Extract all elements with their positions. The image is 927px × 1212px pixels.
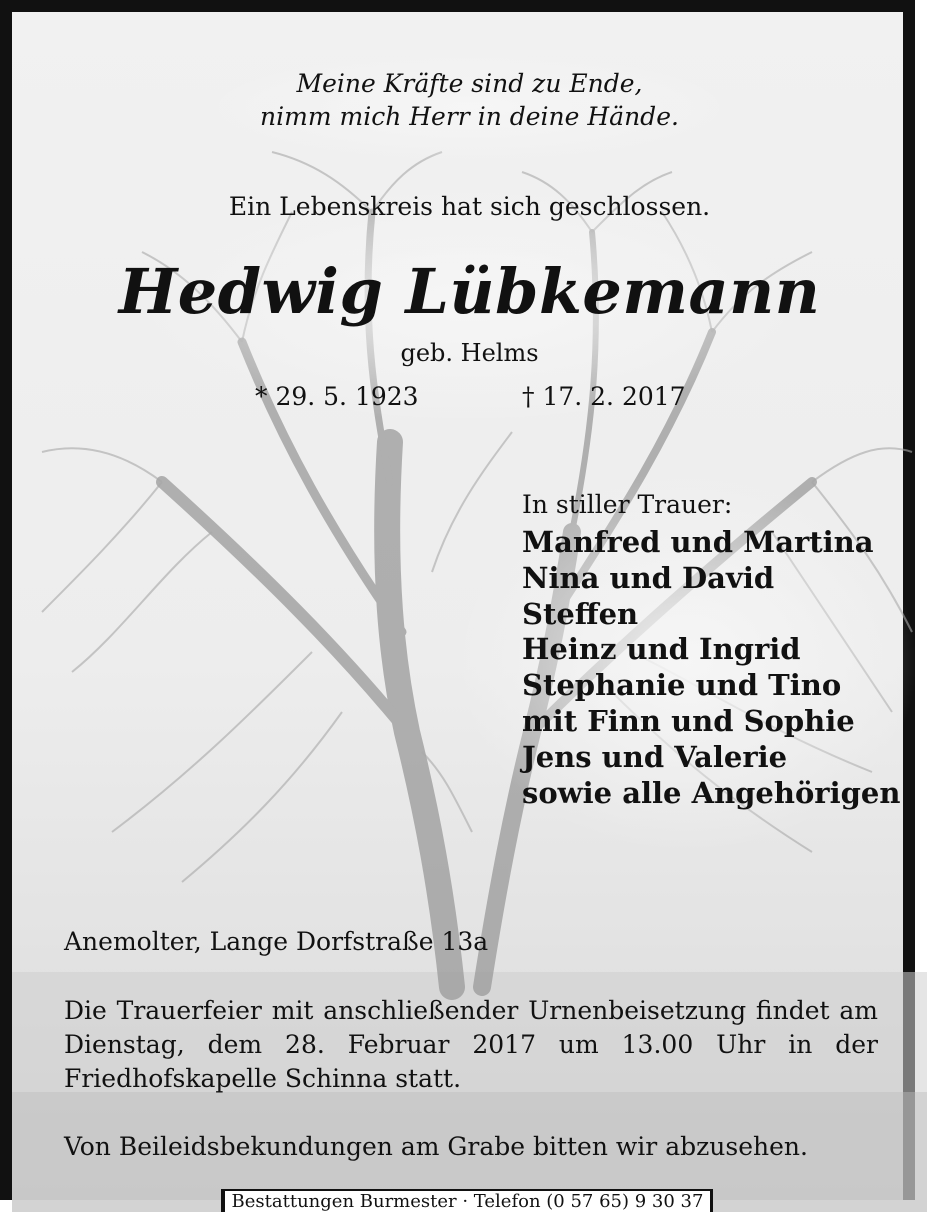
condolence-note: Von Beileidsbekundungen am Grabe bitten wir abzusehen.	[64, 1132, 808, 1161]
mourner-name: Jens und Valerie	[522, 739, 788, 774]
family-address: Anemolter, Lange Dorfstraße 13a	[64, 927, 489, 956]
mourner-list	[522, 525, 900, 811]
mourner-name: Steffen	[522, 596, 639, 631]
mourner-name: mit Finn und Sophie	[522, 703, 855, 738]
funeral-home-footer: Bestattungen Burmester · Telefon (0 57 65) 9 30 37	[225, 1191, 710, 1212]
death-date: † 17. 2. 2017	[522, 382, 686, 411]
mourner-name: Stephanie und Tino	[522, 668, 842, 703]
birth-date: * 29. 5. 1923	[255, 382, 419, 411]
deceased-name: Hedwig Lübkemann	[118, 255, 821, 328]
intro-text: Ein Lebenskreis hat sich geschlossen.	[228, 192, 711, 221]
verse-line-2: nimm mich Herr in deine Hände.	[260, 102, 679, 131]
verse-line-1: Meine Kräfte sind zu Ende,	[296, 69, 643, 98]
mourning-heading: In stiller Trauer:	[522, 490, 733, 519]
mourner-name: sowie alle Angehörigen	[522, 775, 901, 810]
birth-name: geb. Helms	[400, 339, 539, 367]
ceremony-text: Die Trauerfeier mit anschließender Urnenbeisetzung findet am Dienstag, dem 28. Februar 2017 um 13.00 Uhr in der Friedhofskapelle Schinna statt.	[64, 996, 878, 1093]
mourner-name: Heinz und Ingrid	[522, 632, 801, 667]
mourner-name: Nina und David	[522, 560, 775, 595]
mourner-name: Manfred und Martina	[522, 525, 874, 559]
